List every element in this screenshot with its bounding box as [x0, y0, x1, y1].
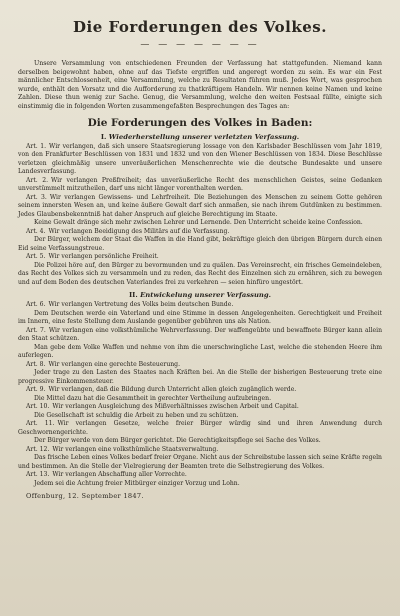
- article-label: Art. 6.: [26, 301, 46, 309]
- article: [18, 403, 382, 412]
- article: [18, 143, 382, 177]
- article-text: Die Gesellschaft ist schuldig die Arbeit zu heben und zu schützen.: [34, 411, 239, 419]
- title-divider: — — — — — — —: [140, 40, 260, 50]
- article: [18, 386, 382, 395]
- article: [18, 361, 382, 370]
- article-text: Keine Gewalt dränge sich mehr zwischen Lehrer und Lernende. Den Unterricht scheide keine Confession.: [34, 219, 363, 227]
- article-paragraph: [18, 395, 382, 404]
- article-text: Jeder trage zu den Lasten des Staates nach Kräften bei. An die Stelle der bisherigen Besteuerung trete eine progressive Einkommensteuer.: [18, 369, 382, 385]
- article-text: Die Polizei höre auf, den Bürger zu bevormunden und zu quälen. Das Vereinsrecht, ein frisches Gemeindeleben, das Recht des Volkes sich zu versammeln und zu reden, das Recht des Einzelnen sich zu ernähren, sich zu bewegen und auf dem Boden des deutschen Vaterlandes frei zu verkehren — seien hinfüro ungestört.: [18, 261, 382, 286]
- article-text: Wir verlangen Ausgleichung des Mißverhältnisses zwischen Arbeit und Capital.: [52, 403, 299, 411]
- article: [18, 194, 382, 220]
- article-paragraph: [18, 412, 382, 421]
- article-label: Art. 3.: [26, 193, 47, 201]
- article-paragraph: [18, 344, 382, 361]
- article: [18, 177, 382, 194]
- article-text: Wir verlangen, daß sich unsere Staatsregierung lossage von den Karlsbader Beschlüssen vom Jahr 1819, von den Frankfurter Beschlüssen von 1831 und 1832 und von den Wiener Beschlüssen von 1834. Diese Beschlüsse verletzen gleichmäßig unsere unveräußerlichen Menschenrechte wie die deutsche Bundesakte und unsere Landesverfassung.: [18, 142, 383, 176]
- article-paragraph: [18, 480, 382, 489]
- article-paragraph: [18, 236, 382, 253]
- article: [18, 228, 382, 237]
- section-name: Entwickelung unserer Verfassung.: [140, 291, 271, 300]
- document-title: Die Forderungen des Volkes.: [73, 18, 327, 36]
- article-label: Art. 5.: [26, 253, 46, 261]
- article-paragraph: [18, 369, 382, 386]
- article-text: Wir verlangen Beeidigung des Militärs auf die Verfassung.: [48, 227, 230, 235]
- article-text: Wir verlangen, daß die Bildung durch Unterricht allen gleich zugänglich werde.: [48, 386, 297, 394]
- article-text: Wir verlangen Gesetze, welche freier Bürger würdig sind und ihren Anwendung durch Geschwornengerichte.: [18, 420, 383, 436]
- article-text: Der Bürger, welchem der Staat die Waffen in die Hand gibt, bekräftige gleich den übrigen Bürgern durch einen Eid seine Verfassungstreue.: [18, 236, 382, 252]
- article-text: Der Bürger werde von dem Bürger gerichtet. Die Gerechtigkeitspflege sei Sache des Volkes.: [34, 437, 321, 445]
- article-label: Art. 13.: [26, 471, 50, 479]
- article-label: Art. 7.: [26, 326, 46, 334]
- article-label: Art. 4.: [26, 227, 46, 235]
- article-text: Wir verlangen Abschaffung aller Vorrechte.: [52, 471, 187, 479]
- section-number: I.: [100, 132, 107, 141]
- article-label: Art. 8.: [26, 360, 46, 368]
- article-label: Art. 12.: [26, 445, 50, 453]
- article: [18, 420, 382, 437]
- article-text: Wir verlangen persönliche Freiheit.: [48, 253, 159, 261]
- article-text: Wir verlangen Preßfreiheit; das unveräußerliche Recht des menschlichen Geistes, seine Gedanken unverstümmelt mitzutheilen, darf uns nicht länger vorenthalten werden.: [18, 176, 382, 193]
- section-heading-1: [18, 133, 382, 141]
- section-number: II.: [129, 291, 138, 300]
- article-label: Art. 1.: [26, 142, 47, 150]
- article-text: Jedem sei die Achtung freier Mitbürger einziger Vorzug und Lohn.: [34, 479, 240, 487]
- article-paragraph: [18, 262, 382, 288]
- article-text: Wir verlangen eine volksthümliche Staatsverwaltung.: [52, 445, 219, 453]
- section-heading-2: [18, 291, 382, 299]
- article-text: Dem Deutschen werde ein Vaterland und eine Stimme in dessen Angelegenheiten. Gerechtigkeit und Freiheit im Innern, eine feste Stellung dem Auslande gegenüber gebühren uns als Nation.: [18, 309, 382, 326]
- main-heading: Die Forderungen des Volkes in Baden:: [87, 116, 313, 129]
- article-text: Man gebe dem Volke Waffen und nehme von ihm die unerschwingliche Last, welche die stehenden Heere ihm auferlegen.: [18, 343, 382, 360]
- article-paragraph: [18, 310, 382, 327]
- article-paragraph: [18, 219, 382, 228]
- article-label: Art. 11.: [26, 420, 55, 428]
- article-label: Art. 9.: [26, 386, 46, 394]
- article: [18, 253, 382, 262]
- article-text: Wir verlangen Gewissens- und Lehrfreiheit. Die Beziehungen des Menschen zu seinem Gotte gehören seinem innersten Wesen an, und keine äußere Gewalt darf sich anmaßen, sie nach ihrem Gutdünken zu bestimmen. Jedes Glaubensbekenntniß hat daher Anspruch auf gleiche Berechtigung im Staate.: [18, 193, 383, 218]
- article-text: Wir verlangen Vertretung des Volks beim deutschen Bunde.: [48, 301, 234, 309]
- article-paragraph: [18, 437, 382, 446]
- intro-paragraph: Unsere Versammlung von entschiedenen Freunden der Verfassung hat stattgefunden. Niemand kann derselben beigewohnt haben, ohne auf das Tiefste ergriffen und angeregt worden zu sein. Es war ein Fest männlicher Entschlossenheit, eine Versammlung, welche zu Resultaten führen muß. Jedes Wort, was gesprochen wurde, enthält den Vorsatz und die Aufforderung zu thatkräftigem Handeln. Wir nennen keine Namen und keine Zahlen. Diese thun wenig zur Sache. Genug, die Versammlung, welche den weiten Festsaal füllte, einigte sich einstimmig die in folgenden Worten zusammengefaßten Besprechungen des Tages an:: [18, 60, 382, 110]
- article-label: Art. 2.: [26, 176, 49, 184]
- section-name: Wiederherstellung unserer verletzten Verfassung.: [108, 132, 300, 141]
- article: [18, 471, 382, 480]
- article-list-1: [18, 143, 382, 288]
- article-list-2: [18, 301, 382, 488]
- article-label: Art. 10.: [26, 403, 50, 411]
- article-text: Wir verlangen eine gerechte Besteuerung.: [48, 360, 181, 368]
- article: [18, 301, 382, 310]
- article: [18, 327, 382, 344]
- article-text: Die Mittel dazu hat die Gesammtheit in gerechter Vertheilung aufzubringen.: [34, 394, 272, 402]
- article: [18, 446, 382, 455]
- article-text: Wir verlangen eine volksthümliche Wehrverfassung. Der waffengeübte und bewaffnete Bürger kann allein den Staat schützen.: [18, 326, 383, 343]
- article-paragraph: [18, 454, 382, 471]
- article-text: Das frische Leben eines Volkes bedarf freier Organe. Nicht aus der Schreibstube lassen sich seine Kräfte regeln und bestimmen. An die Stelle der Vielregierung der Beamten trete die Selbstregierung des Volkes.: [18, 454, 382, 470]
- place-date-line: Offenburg, 12. September 1847.: [26, 492, 144, 501]
